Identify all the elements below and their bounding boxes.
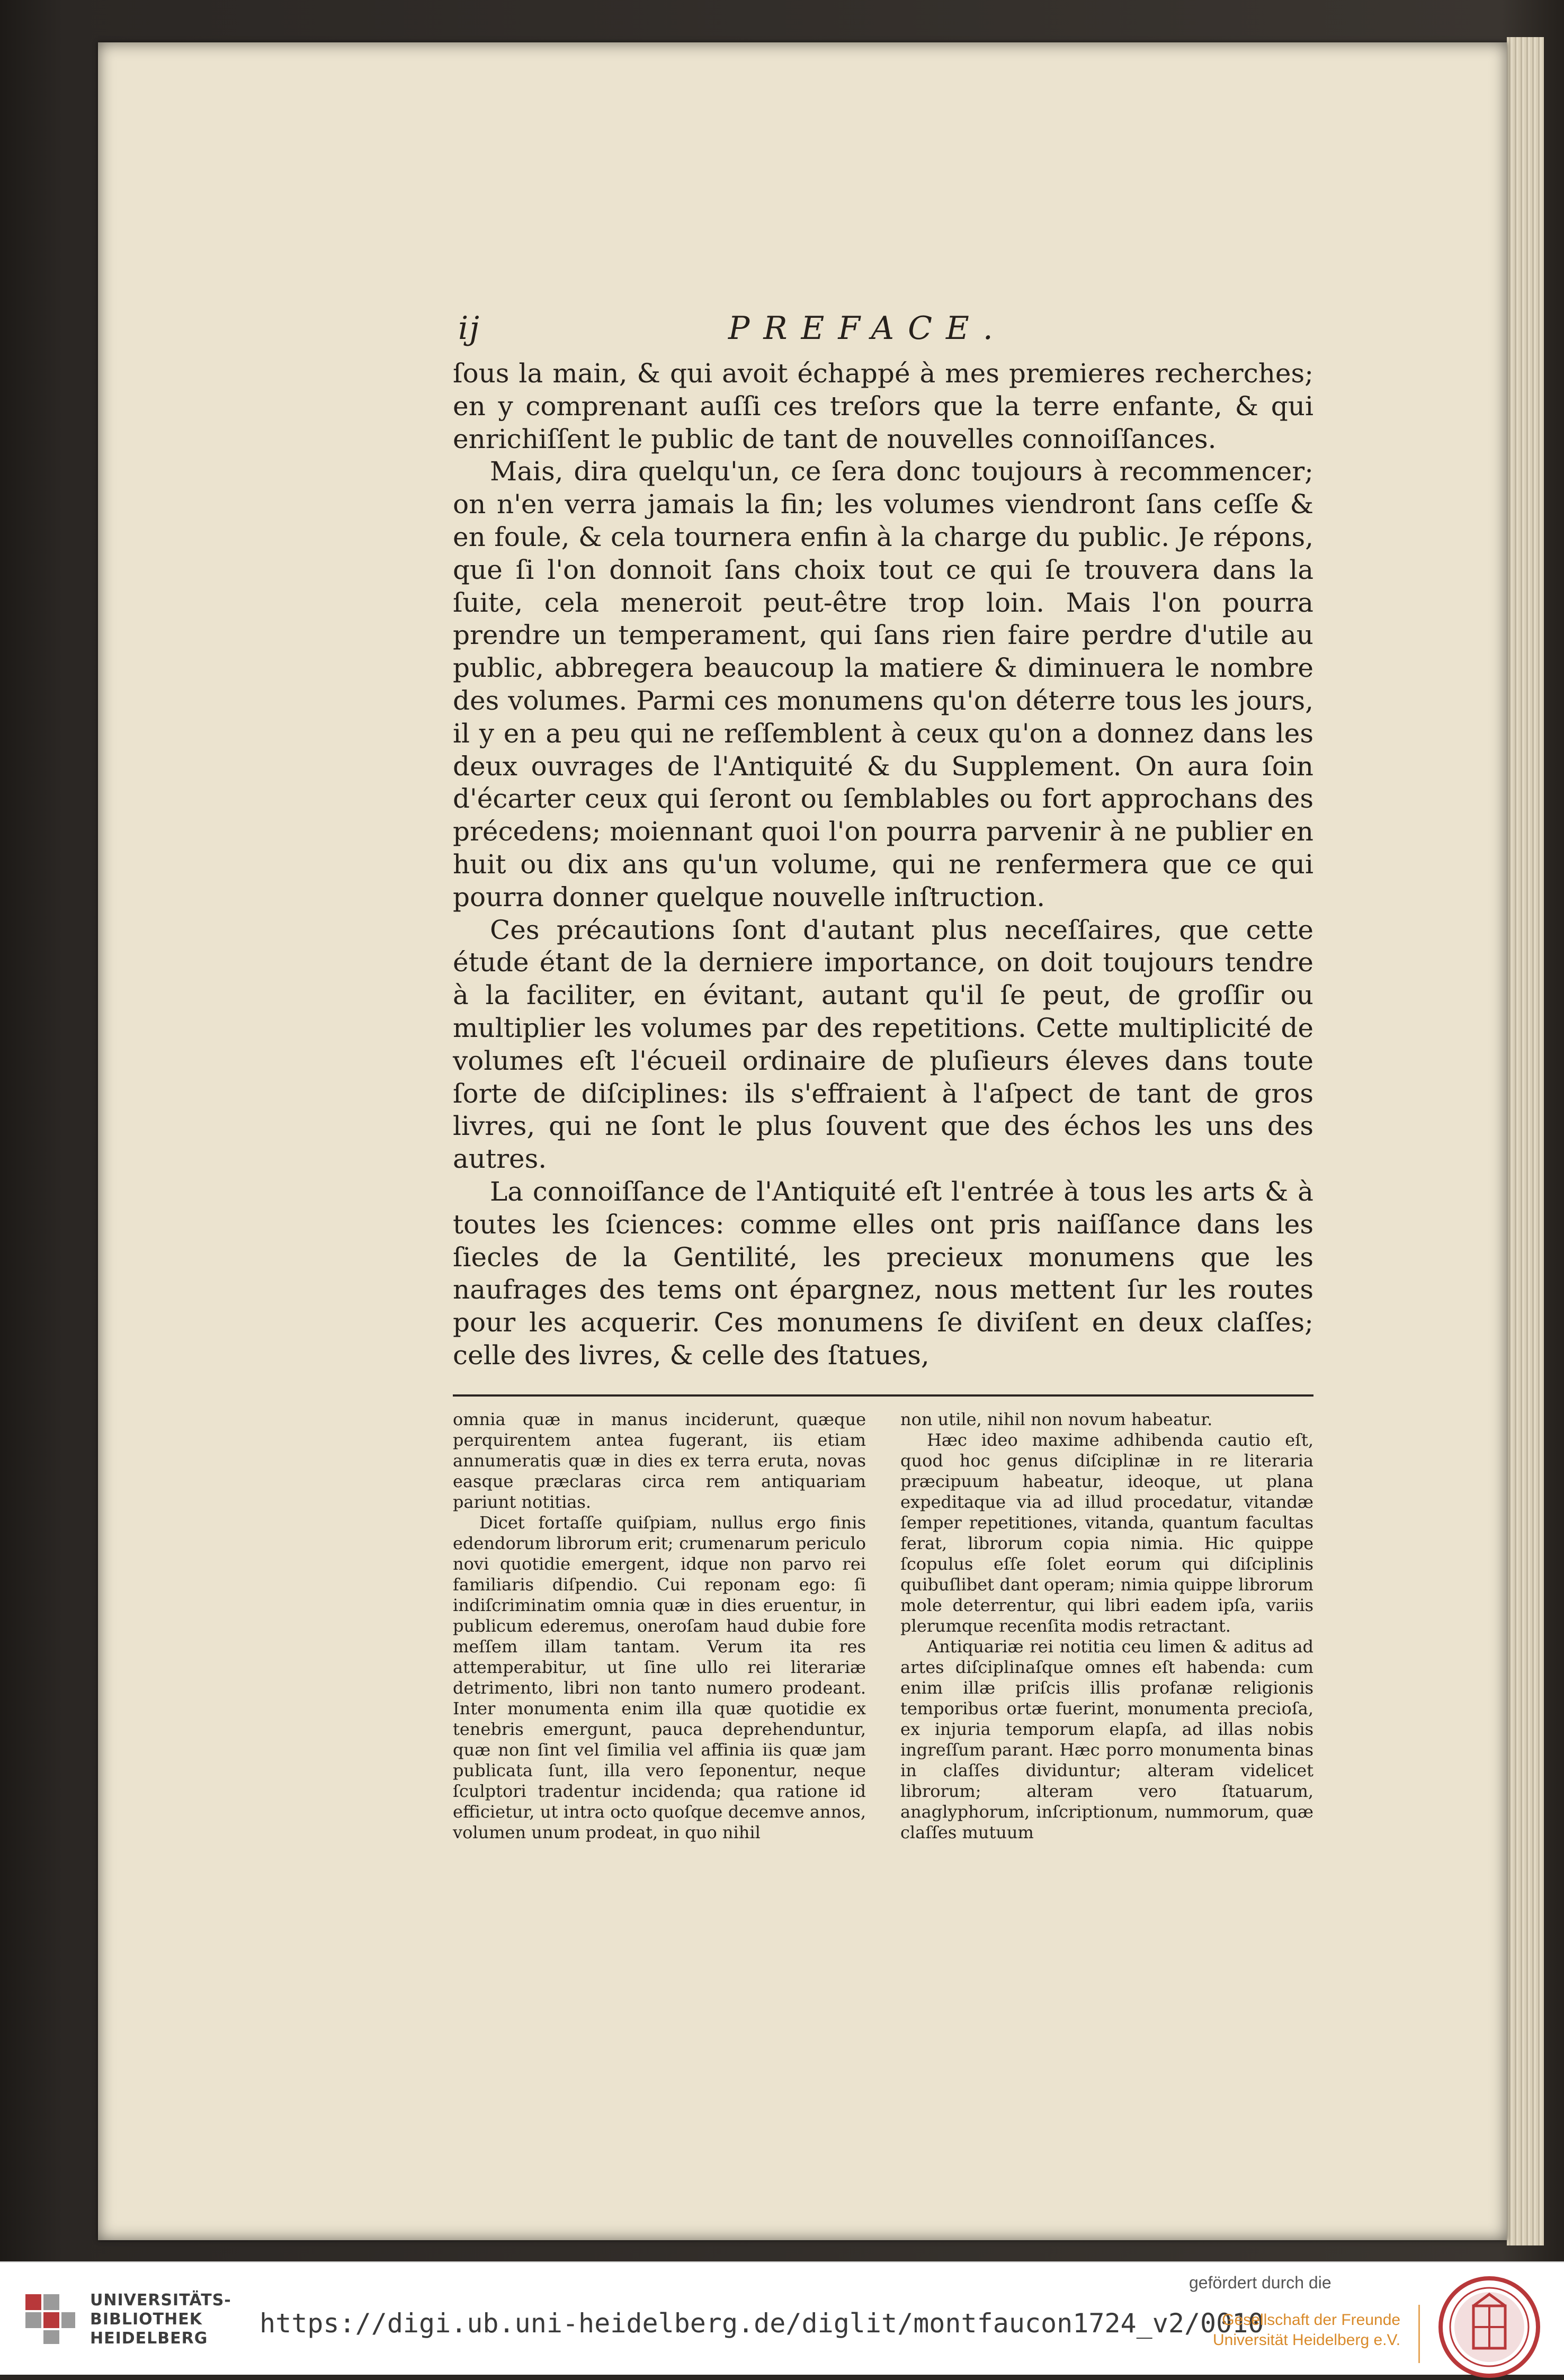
latin-paragraph: omnia quæ in manus inciderunt, quæque perquirentem antea fugerant, iis etiam annumeratis quæ in dies ex terra eruta, novas easque præclaras circa rem antiquariam pariunt notitias. bbox=[453, 1409, 866, 1512]
sponsor-caption: gefördert durch die bbox=[1189, 2273, 1331, 2292]
french-paragraph: ſous la main, & qui avoit échappé à mes premieres recherches; en y comprenant auſſi ces treſors que la terre enfante, & qui enrichiſſent le public de tant de nouvelles connoiſſances. bbox=[453, 358, 1313, 454]
library-name-line: UNIVERSITÄTS- bbox=[90, 2291, 231, 2310]
footnote-rule bbox=[453, 1394, 1313, 1397]
university-library-logo-icon bbox=[21, 2290, 79, 2348]
latin-column-left bbox=[453, 1409, 866, 1843]
sponsor-line: Gesellschaft der Freunde bbox=[1222, 2311, 1401, 2329]
library-name-line: BIBLIOTHEK bbox=[90, 2310, 202, 2329]
sponsor-line: Universität Heidelberg e.V. bbox=[1213, 2331, 1401, 2349]
permalink-url[interactable]: https://digi.ub.uni-heidelberg.de/diglit/montfaucon1724_v2/0010 bbox=[260, 2308, 1264, 2339]
latin-notes bbox=[453, 1409, 1313, 1843]
latin-column-right bbox=[900, 1409, 1313, 1843]
sponsor-name[interactable] bbox=[1213, 2310, 1400, 2350]
library-name bbox=[90, 2291, 231, 2348]
sponsor-divider bbox=[1418, 2305, 1420, 2363]
footer-bar bbox=[0, 2261, 1564, 2375]
running-head bbox=[453, 310, 1313, 357]
library-name-line: HEIDELBERG bbox=[90, 2329, 208, 2348]
latin-paragraph: Hæc ideo maxime adhibenda cautio eſt, quod hoc genus diſciplinæ in re literaria præcipuum habeatur, ideoque, ut plana expeditaque via ad illud procedatur, vitandæ ſemper repetitiones, vitanda, quantum facultas ferat, librorum copia nimia. Hic quippe ſcopulus eſſe ſolet eorum qui diſciplinis quibuſlibet dant operam; nimia quippe librorum mole deterrentur, qui libri eadem ipſa, variis plerumque recenſita modis retractant. bbox=[900, 1429, 1313, 1636]
latin-paragraph: non utile, nihil non novum habeatur. bbox=[900, 1409, 1213, 1429]
french-text bbox=[453, 357, 1313, 1372]
french-paragraph: La connoiſſance de l'Antiquité eſt l'entrée à tous les arts & à toutes les ſciences: comme elles ont pris naiſſance dans les ſiecles de la Gentilité, les precieux monumens que les naufrages des tems ont épargnez, nous mettent ſur les routes pour les acquerir. Ces monumens ſe diviſent en deux claſſes; celle des livres, & celle des ſtatues, bbox=[453, 1176, 1313, 1371]
text-block bbox=[453, 310, 1313, 1843]
french-paragraph: Ces précautions ſont d'autant plus neceſſaires, que cette étude étant de la derniere importance, on doit toujours tendre à la faciliter, en évitant, autant qu'il ſe peut, de groſſir ou multiplier les volumes par des repetitions. Cette multiplicité de volumes eſt l'écueil ordinaire de pluſieurs éleves dans toute ſorte de diſciplines: ils s'effraient à l'aſpect de tant de gros livres, qui ne ſont le plus ſouvent que des échos les uns des autres. bbox=[453, 914, 1313, 1175]
book-page bbox=[98, 42, 1507, 2240]
french-paragraph: Mais, dira quelqu'un, ce ſera donc toujours à recommencer; on n'en verra jamais la fin; les volumes viendront ſans ceſſe & en foule, & cela tournera enfin à la charge du public. Je répons, que ſi l'on donnoit ſans choix tout ce qui ſe trouvera dans la ſuite, cela meneroit peut-être trop loin. Mais l'on pourra prendre un temperament, qui ſans rien faire perdre d'utile au public, abbregera beaucoup la matiere & diminuera le nombre des volumes. Parmi ces monumens qu'on déterre tous les jours, il y en a peu qui ne reſſemblent à ceux qu'on a donnez dans les deux ouvrages de l'Antiquité & du Supplement. On aura ſoin d'écarter ceux qui ſeront ou ſemblables ou fort approchans des précedens; moiennant quoi l'on pourra parvenir à ne publier en huit ou dix ans qu'un volume, qui ne renfermera que ce qui pourra donner quelque nouvelle inſtruction. bbox=[453, 456, 1313, 912]
latin-paragraph: Antiquariæ rei notitia ceu limen & aditus ad artes diſciplinaſque omnes eſt habenda: cum enim illæ priſcis illis profanæ religionis temporibus ortæ fuerint, monumenta precioſa, ex injuria temporum elapſa, ad illas nobis ingreſſum parant. Hæc porro monumenta binas in claſſes dividuntur; alteram videlicet librorum; alteram vero ſtatuarum, anaglyphorum, inſcriptionum, nummorum, quæ claſſes mutuum bbox=[900, 1636, 1313, 1842]
folio: ij bbox=[458, 310, 480, 347]
university-seal-icon bbox=[1436, 2274, 1542, 2380]
page-edges bbox=[1507, 37, 1544, 2245]
running-title: PREFACE. bbox=[728, 310, 1007, 347]
latin-paragraph: Dicet fortaſſe quiſpiam, nullus ergo finis edendorum librorum erit; crumenarum periculo novi quotidie emergent, idque non parvo rei familiaris diſpendio. Cui reponam ego: ſi indiſcriminatim omnia quæ in dies eruentur, in publicum ederemus, oneroſam haud dubie fore meſſem illam tantam. Verum ita res attemperabitur, ut ſine ullo rei literariæ detrimento, libri non tanto numero prodeant. Inter monumenta enim illa quæ quotidie ex tenebris emergunt, pauca deprehenduntur, quæ non ſint vel ſimilia vel affinia iis quæ jam publicata ſunt, illa vero ſeponentur, neque ſculptori tradentur incidenda; qua ratione id efficietur, ut intra octo quoſque decemve annos, volumen unum prodeat, in quo nihil bbox=[453, 1512, 866, 1842]
